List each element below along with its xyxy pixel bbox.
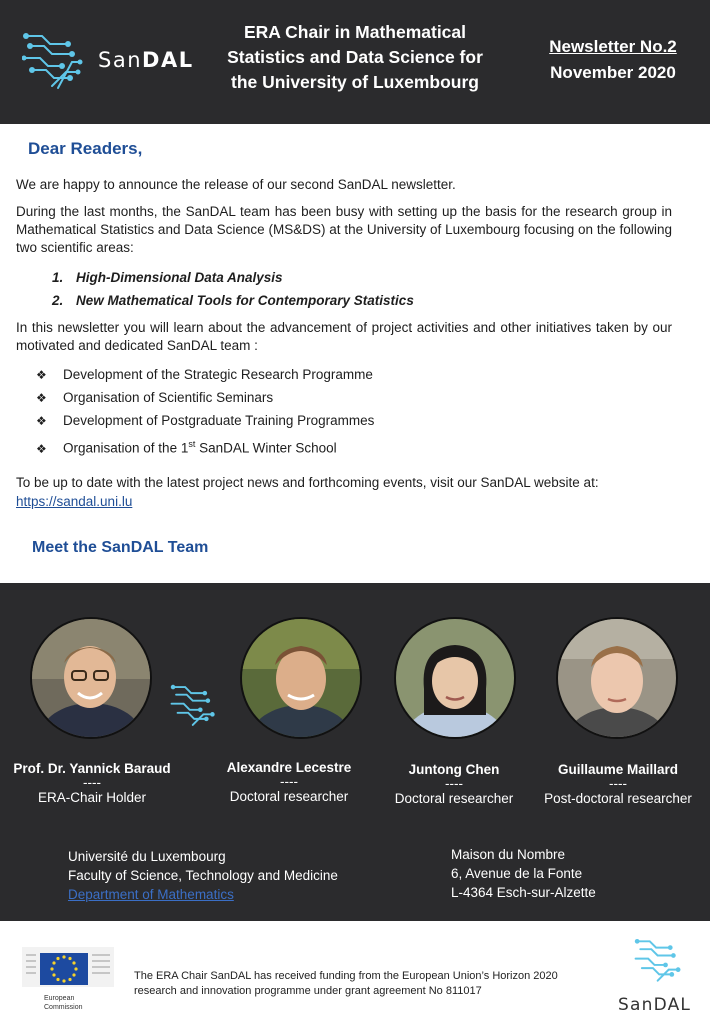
area-item-2: 2. New Mathematical Tools for Contemporary Statistics <box>52 293 414 308</box>
bullet-item: ❖ Organisation of the 1st SanDAL Winter School <box>36 439 337 456</box>
header-band <box>0 0 710 124</box>
separator: ---- <box>609 776 627 791</box>
funding-statement <box>134 969 604 999</box>
department-link[interactable]: Department of Mathematics <box>68 887 234 902</box>
team-member-lecestre <box>194 760 384 804</box>
issue-info <box>528 34 698 86</box>
circuit-logo-icon <box>22 28 88 94</box>
eu-label: Commission <box>44 1004 83 1011</box>
intro-paragraph: We are happy to announce the release of our second SanDAL newsletter. <box>16 177 456 192</box>
address-line: Maison du Nombre <box>451 847 566 862</box>
member-role: Post-doctoral researcher <box>544 791 692 806</box>
funding-line: research and innovation programme under grant agreement No 811017 <box>134 985 482 997</box>
eu-label: European <box>44 995 75 1002</box>
member-name: Guillaume Maillard <box>557 762 679 777</box>
sandal-logo <box>22 28 192 94</box>
member-name: Juntong Chen <box>408 762 500 777</box>
address-line: 6, Avenue de la Fonte <box>451 866 583 881</box>
separator: ---- <box>83 775 101 790</box>
address-line: L-4364 Esch-sur-Alzette <box>451 885 596 900</box>
logo-wordmark: SanDAL <box>98 48 194 72</box>
european-commission-logo <box>22 947 114 1015</box>
member-name: Prof. Dr. Yannick Baraud <box>13 761 171 776</box>
newsletter-title <box>205 20 505 95</box>
newsletter-paragraph: In this newsletter you will learn about the advancement of project activities and other initiatives taken by our motivated and dedicated SanDAL team : <box>16 320 672 353</box>
university-address <box>68 847 338 904</box>
avatar <box>240 617 362 739</box>
separator: ---- <box>445 776 463 791</box>
member-role: Doctoral researcher <box>229 789 349 804</box>
website-paragraph: To be up to date with the latest project news and forthcoming events, visit our SanDAL website at: <box>16 475 599 490</box>
bullet-item: ❖ Organisation of Scientific Seminars <box>36 390 274 405</box>
team-band <box>0 583 710 921</box>
circuit-logo-icon <box>632 935 688 987</box>
member-role: Doctoral researcher <box>394 791 514 806</box>
member-role: ERA-Chair Holder <box>37 790 147 805</box>
title-line: the University of Luxembourg <box>231 72 479 92</box>
street-address <box>451 845 596 902</box>
team-heading: Meet the SanDAL Team <box>32 539 209 556</box>
newsletter-number: Newsletter No.2 <box>549 37 677 56</box>
address-line: Faculty of Science, Technology and Medicine <box>68 868 338 883</box>
sandal-logo-footer <box>612 935 702 1019</box>
footer <box>0 921 710 1022</box>
avatar <box>30 617 152 739</box>
diamond-bullet-icon: ❖ <box>36 391 47 405</box>
circuit-logo-icon <box>170 681 220 731</box>
focus-paragraph: During the last months, the SanDAL team has been busy with setting up the basis for the research group in Mathematical Statistics and Data Science (MS&DS) at the University of Luxembourg focusing on the following two scientific areas: <box>16 204 672 255</box>
website-link[interactable]: https://sandal.uni.lu <box>16 494 133 509</box>
separator: ---- <box>280 774 298 789</box>
issue-date: November 2020 <box>550 63 676 82</box>
title-line: Statistics and Data Science for <box>227 47 483 67</box>
bullet-item: ❖ Development of the Strategic Research Programme <box>36 367 373 382</box>
address-line: Université du Luxembourg <box>68 849 226 864</box>
member-name: Alexandre Lecestre <box>226 760 352 775</box>
team-member-baraud <box>0 761 187 805</box>
greeting-heading: Dear Readers, <box>28 139 143 158</box>
avatar <box>556 617 678 739</box>
avatar <box>394 617 516 739</box>
diamond-bullet-icon: ❖ <box>36 414 47 428</box>
team-member-maillard <box>523 762 710 806</box>
title-line: ERA Chair in Mathematical <box>243 22 467 42</box>
bullet-item: ❖ Development of Postgraduate Training Programmes <box>36 413 375 428</box>
diamond-bullet-icon: ❖ <box>36 441 47 456</box>
team-member-chen <box>359 762 549 806</box>
funding-line: The ERA Chair SanDAL has received funding from the European Union’s Horizon 2020 <box>134 970 558 982</box>
diamond-bullet-icon: ❖ <box>36 368 47 382</box>
footer-wordmark: SanDAL <box>618 995 692 1015</box>
area-item-1: 1. High-Dimensional Data Analysis <box>52 270 283 285</box>
eu-flag-icon <box>22 947 114 1015</box>
